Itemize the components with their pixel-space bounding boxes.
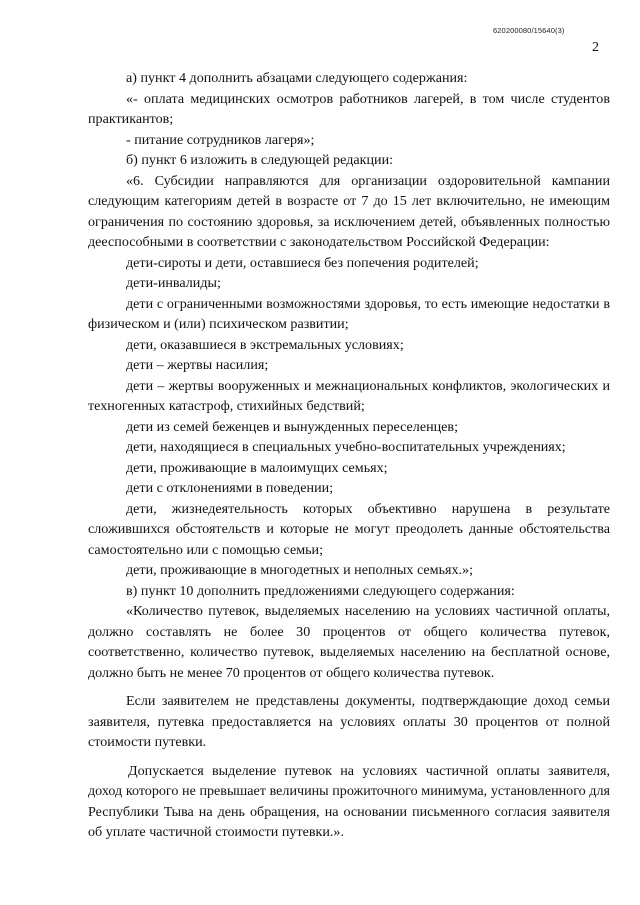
- paragraph-no-income-docs: Если заявителем не представлены документы, подтверждающие доход семьи заявителя, путевка предоставляется на условиях оплаты 30 процентов от полной стоимости путевки.: [88, 693, 610, 750]
- document-id: 620200080/15640(3): [493, 26, 565, 35]
- list-item: дети с отклонениями в поведении;: [126, 480, 334, 496]
- paragraph-partial-payment: Допускается выделение путевок на условиях частичной оплаты заявителя, доход которого не превышает величины прожиточного минимума, установленного для Республики Тыва на день обращения, на основании письменного согласия заявителя об уплате частичной стоимости путевки.».: [88, 762, 610, 840]
- list-item: дети, проживающие в многодетных и неполных семьях.»;: [126, 562, 474, 578]
- list-item: дети-сироты и дети, оставшиеся без попечения родителей;: [126, 254, 479, 271]
- list-item: дети, находящиеся в специальных учебно-воспитательных учреждениях;: [126, 439, 566, 455]
- list-item: дети – жертвы насилия;: [126, 357, 269, 373]
- list-item: дети из семей беженцев и вынужденных переселенцев;: [126, 418, 458, 435]
- paragraph-amendment-a: а) пункт 4 дополнить абзацами следующего содержания:: [126, 70, 468, 86]
- page-number: 2: [592, 40, 599, 55]
- list-item: дети-инвалиды;: [126, 275, 221, 291]
- document-body: [88, 68, 610, 843]
- list-item: дети, жизнедеятельность которых объективно нарушена в результате сложившихся обстоятельств и которые не могут преодолеть данные обстоятельства самостоятельно или с помощью семьи;: [88, 500, 610, 558]
- list-item: дети, проживающие в малоимущих семьях;: [126, 459, 388, 476]
- list-item: дети – жертвы вооруженных и межнациональных конфликтов, экологических и техногенных катастроф, стихийных бедствий;: [88, 377, 610, 414]
- paragraph-voucher-quota: «Количество путевок, выделяемых населению на условиях частичной оплаты, должно составлять не более 30 процентов от общего количества путевок, соответственно, количество путевок, выделяемых населению на бесплатной основе, должно быть не менее 70 процентов от общего количества путевок.: [88, 603, 610, 681]
- list-item: дети, оказавшиеся в экстремальных условиях;: [126, 336, 404, 353]
- paragraph-medical-exams: «- оплата медицинских осмотров работников лагерей, в том числе студентов практикантов;: [88, 90, 610, 127]
- paragraph-subsidies: «6. Субсидии направляются для организации оздоровительной кампании следующим категориям детей в возрасте от 7 до 15 лет включительно, не имеющим ограничения по состоянию здоровья, за исключением детей, объявленных полностью дееспособными в соответствии с законодательством Российской Федерации:: [88, 172, 610, 250]
- paragraph-amendment-b: б) пункт 6 изложить в следующей редакции:: [126, 152, 394, 168]
- paragraph-staff-meals: - питание сотрудников лагеря»;: [126, 131, 315, 148]
- paragraph-amendment-c: в) пункт 10 дополнить предложениями следующего содержания:: [126, 582, 515, 599]
- list-item: дети с ограниченными возможностями здоровья, то есть имеющие недостатки в физическом и (или) психическом развитии;: [88, 295, 610, 332]
